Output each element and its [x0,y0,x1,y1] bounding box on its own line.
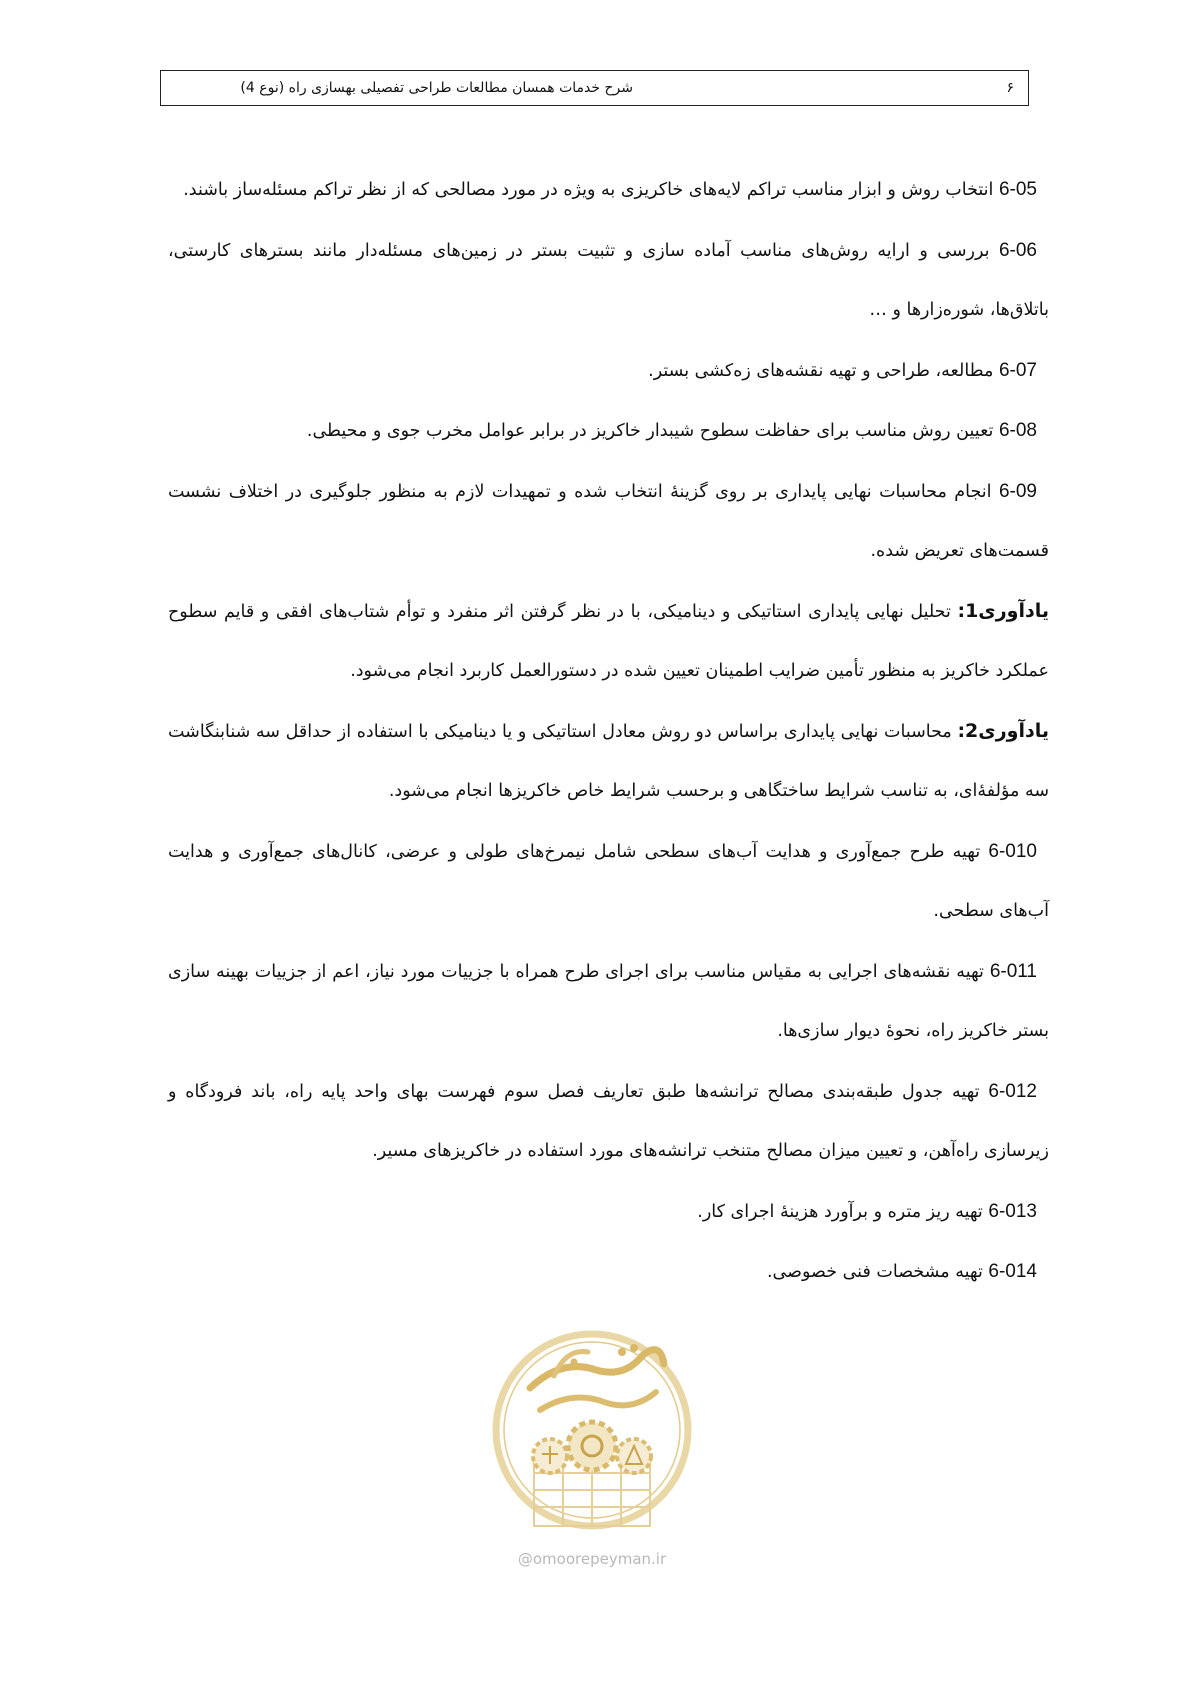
item-text: انتخاب روش و ابزار مناسب تراکم لایه‌های خاکریزی به ویژه در مورد مصالحی که از نظر تراکم مسئله‌ساز باشند. [183,180,994,200]
item-number: 6-010 [988,840,1037,862]
list-item [168,221,1049,341]
logo-emblem-icon [492,1318,692,1548]
item-text: انجام محاسبات نهایی پایداری بر روی گزینهٔ انتخاب شده و تمهیدات لازم به منظور جلوگیری در اختلاف نشست قسمت‌های تعریض شده. [168,481,1049,561]
item-text: تهیه مشخصات فنی خصوصی. [766,1262,983,1282]
item-number: 6-05 [998,179,1037,200]
list-item [168,822,1049,942]
note [168,582,1049,702]
item-number: 6-09 [998,480,1037,502]
note-label: یادآوری2: [957,719,1049,742]
item-number: 6-014 [988,1261,1037,1282]
note-label: یادآوری1: [957,599,1049,622]
note-text: محاسبات نهایی پایداری براساس دو روش معادل استاتیکی و یا دینامیکی با استفاده از حداقل سه شنابنگاشت سه مؤلفۀای، به تناسب شرایط ساختگاهی و برحسب شرایط خاص خاکریزها انجام می‌شود. [168,721,1049,801]
list-item [168,462,1049,582]
list-item [168,1242,1049,1303]
item-number: 6-013 [988,1200,1037,1222]
watermark-logo [492,1318,692,1598]
list-item [168,160,1049,221]
item-text: مطالعه، طراحی و تهیه نقشه‌های زه‌کشی بستر. [648,360,994,381]
item-text: تهیه طرح جمع‌آوری و هدایت آب‌های سطحی شامل نیمرخ‌های طولی و عرضی، کانال‌های جمع‌آوری و هدایت آب‌های سطحی. [168,841,1049,921]
item-text: تهیه جدول طبقه‌بندی مصالح ترانشه‌ها طبق تعاریف فصل سوم فهرست بهای واحد پایه راه، باند فرودگاه و زیرسازی راه‌آهن، و تعیین میزان مصالح متنخب ترانشه‌های مورد استفاده در خاکریزهای مسیر. [168,1081,1049,1161]
header-title: شرح خدمات همسان مطالعات طراحی تفصیلی بهسازی راه (نوع 4) [240,80,633,96]
item-text: تعیین روش مناسب برای حفاظت سطوح شیبدار خاکریز در برابر عوامل مخرب جوی و محیطی. [306,421,994,441]
list-item [168,1062,1049,1182]
item-number: 6-07 [998,359,1037,381]
page-number: ۶ [1006,80,1014,96]
item-number: 6-011 [989,960,1037,982]
watermark-site-text: @omoorepeyman.ir [517,1550,667,1568]
list-item [168,1182,1049,1243]
item-number: 6-012 [988,1080,1037,1102]
item-text: تهیه ریز متره و برآورد هزینهٔ اجرای کار. [697,1201,983,1222]
item-number: 6-08 [998,420,1037,441]
page-header [160,70,1029,106]
item-number: 6-06 [998,239,1037,261]
list-item [168,341,1049,402]
item-text: تهیه نقشه‌های اجرایی به مقیاس مناسب برای اجرای طرح همراه با جزییات مورد نیاز، اعم از جزییات بهینه سازی بستر خاکریز راه، نحوهٔ دیوار سازی‌ها. [168,961,1049,1041]
note [168,702,1049,822]
document-body [168,160,1049,1303]
item-text: بررسی و ارایه روش‌های مناسب آماده سازی و تثبیت بستر در زمین‌های مسئله‌دار مانند بسترهای کارستی، باتلاق‌ها، شوره‌زارها و … [168,240,1049,320]
note-text: تحلیل نهایی پایداری استاتیکی و دینامیکی، با در نظر گرفتن اثر منفرد و توأم شتاب‌های افقی و قایم سطوح عملکرد خاکریز به منظور تأمین ضرایب اطمینان تعیین شده در دستورالعمل کاربرد انجام می‌شود. [168,601,1049,681]
list-item [168,942,1049,1062]
list-item [168,401,1049,462]
